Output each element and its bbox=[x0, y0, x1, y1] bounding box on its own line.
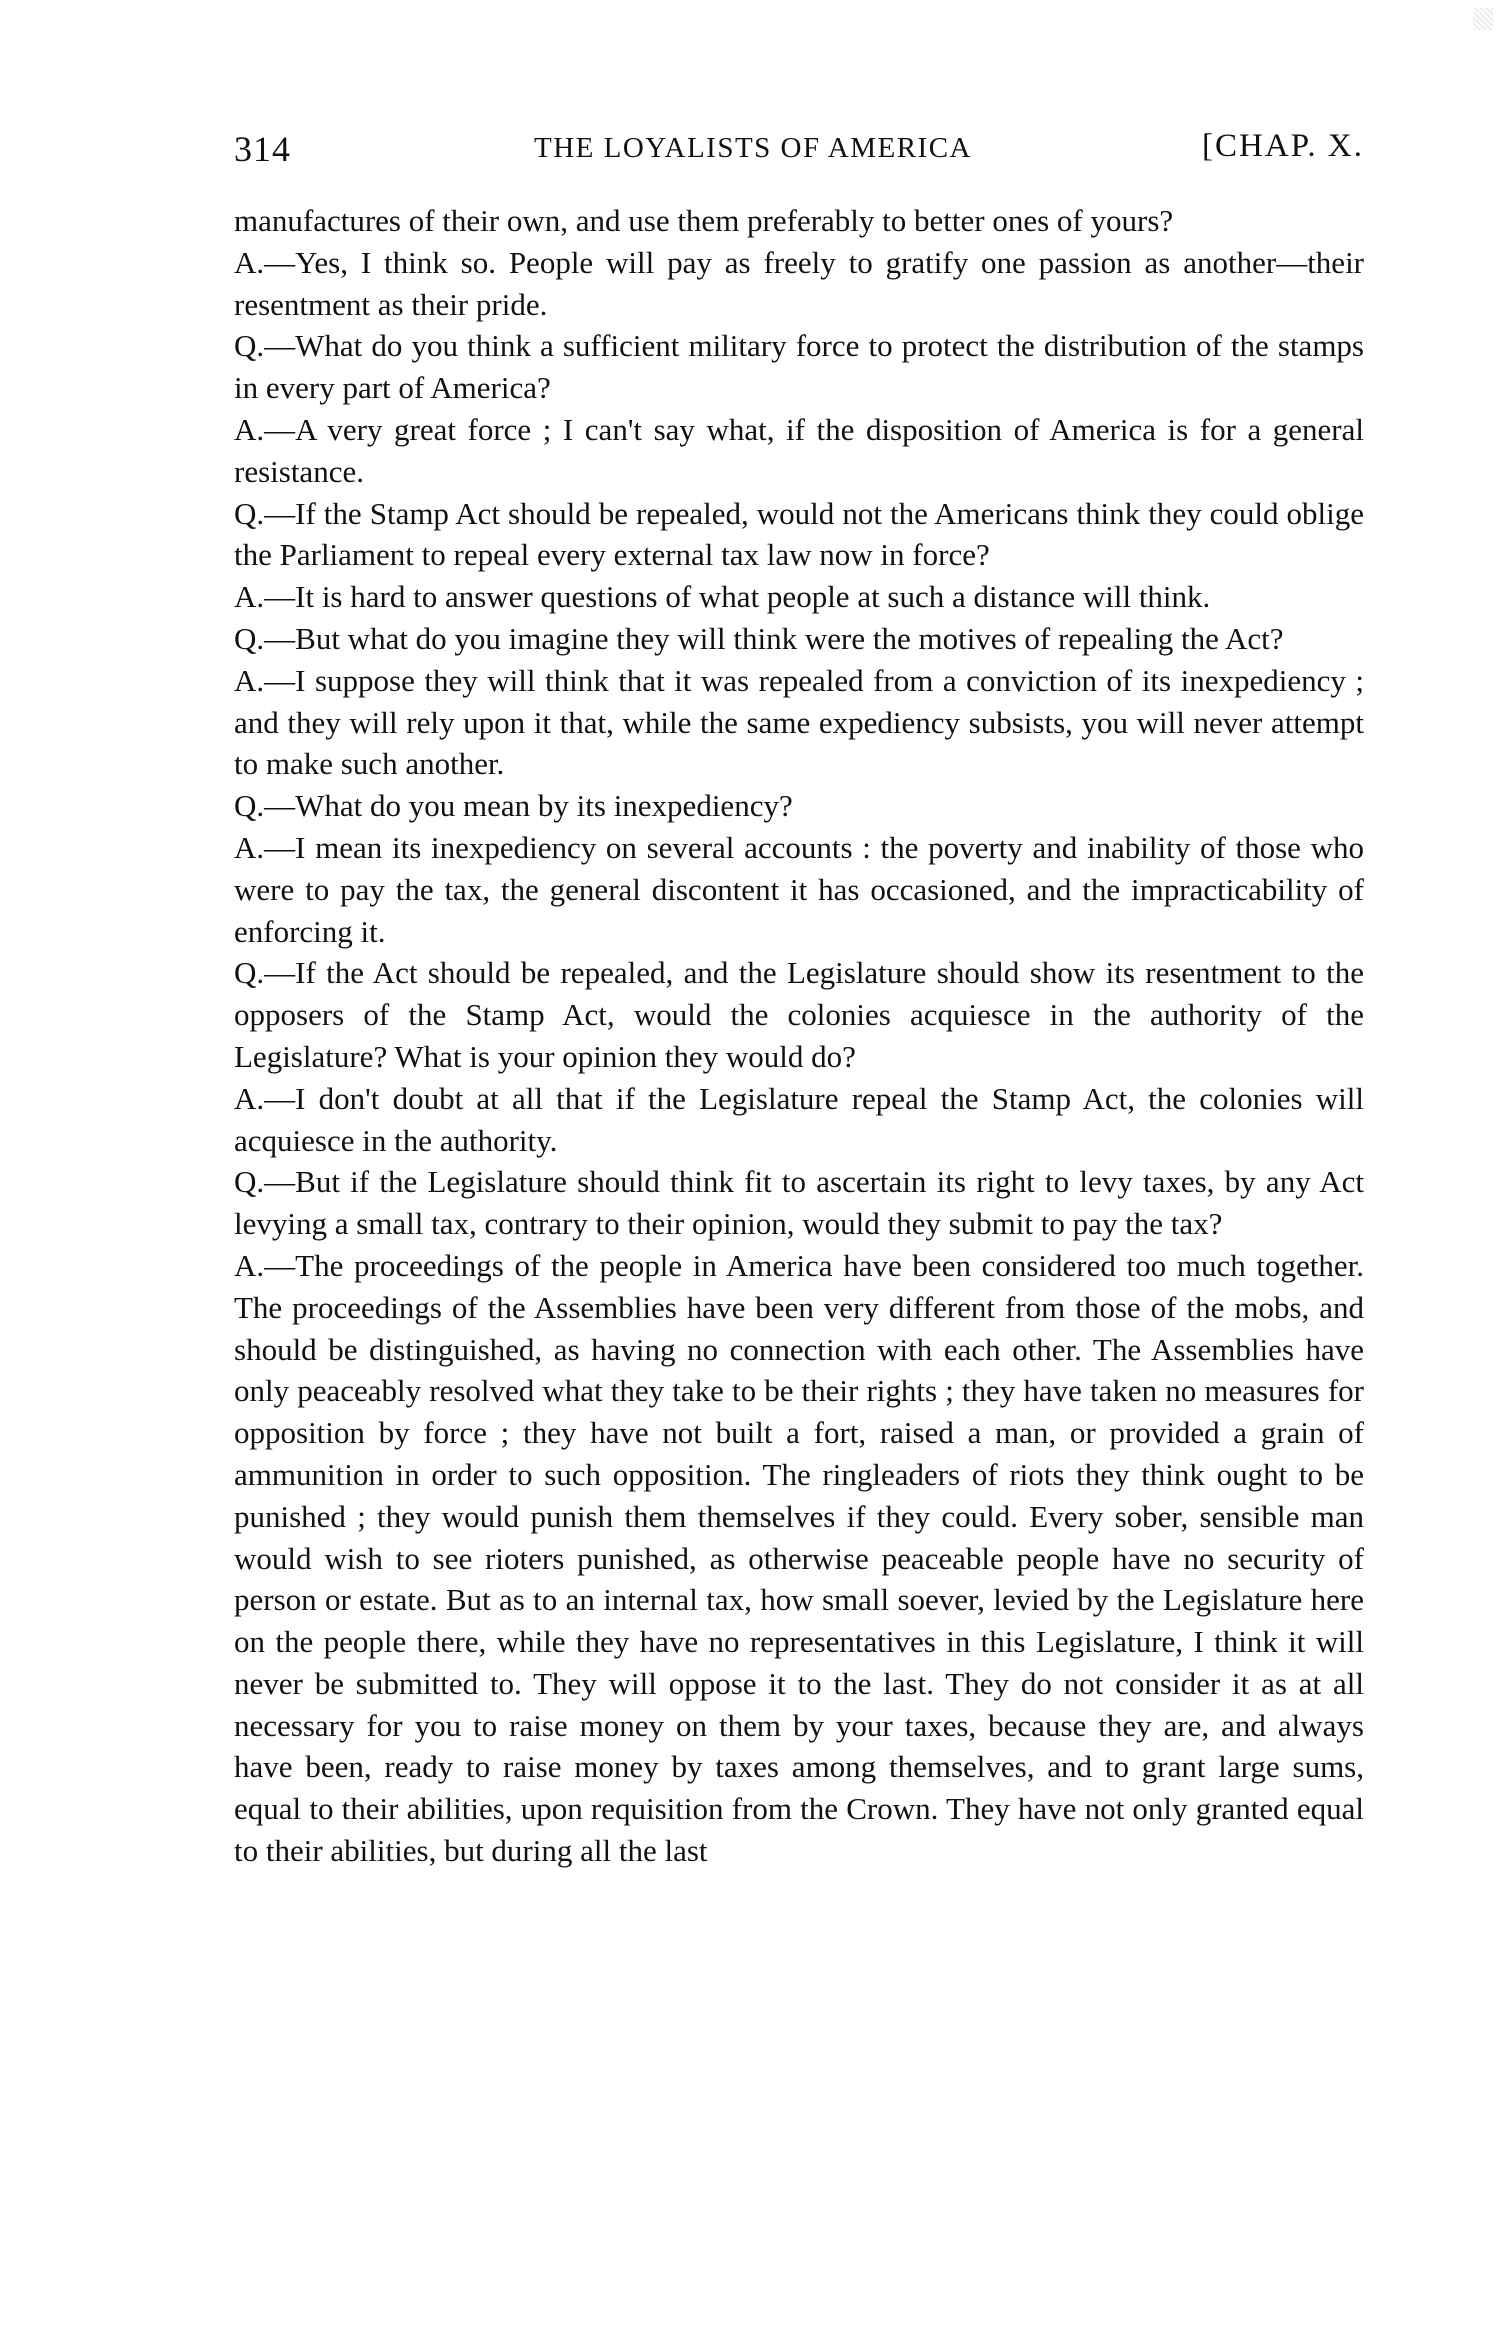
answer-paragraph: A.—The proceedings of the people in America have been considered too much together. The proceedings of the Assemblies have been very different from those of the mobs, and should be distinguished, as having no connection with each other. The Assemblies have only peaceably resolved what they take to be their rights ; they have taken no measures for opposition by force ; they have not built a fort, raised a man, or provided a grain of ammunition in order to such opposition. The ringleaders of riots they think ought to be punished ; they would punish them themselves if they could. Every sober, sensible man would wish to see rioters punished, as otherwise peaceable people have no security of person or estate. But as to an internal tax, how small soever, levied by the Legislature here on the people there, while they have no representatives in this Legislature, I think it will never be submitted to. They will oppose it to the last. They do not consider it as at all necessary for you to raise money on them by your taxes, because they are, and always have been, ready to raise money by taxes among themselves, and to grant large sums, equal to their abilities, upon requisition from the Crown. They have not only granted equal to their abilities, but during all the last bbox=[234, 1247, 1364, 1869]
running-head bbox=[234, 128, 1364, 178]
answer-paragraph: A.—It is hard to answer questions of what people at such a distance will think. bbox=[234, 579, 1211, 615]
answer-paragraph: A.—A very great force ; I can't say what, if the disposition of America is for a general resistance. bbox=[234, 411, 1364, 489]
question-paragraph: Q.—If the Stamp Act should be repealed, would not the Americans think they could oblige the Parliament to repeal every external tax law now in force? bbox=[234, 495, 1364, 573]
answer-paragraph: A.—Yes, I think so. People will pay as freely to gratify one passion as another—their resentment as their pride. bbox=[234, 244, 1364, 322]
chapter-label: [CHAP. X. bbox=[1202, 128, 1364, 164]
body-text bbox=[234, 200, 1364, 1872]
book-title: THE LOYALISTS OF AMERICA bbox=[534, 132, 972, 164]
question-paragraph: Q.—What do you think a sufficient military force to protect the distribution of the stamps in every part of America? bbox=[234, 328, 1364, 406]
question-paragraph: Q.—But if the Legislature should think fit to ascertain its right to levy taxes, by any Act levying a small tax, contrary to their opinion, would they submit to pay the tax? bbox=[234, 1164, 1364, 1242]
answer-paragraph: A.—I don't doubt at all that if the Legislature repeal the Stamp Act, the colonies will acquiesce in the authority. bbox=[234, 1080, 1364, 1158]
question-paragraph: Q.—But what do you imagine they will think were the motives of repealing the Act? bbox=[234, 620, 1284, 656]
answer-paragraph: A.—I mean its inexpediency on several accounts : the poverty and inability of those who were to pay the tax, the general discontent it has occasioned, and the impracticability of enforcing it. bbox=[234, 829, 1364, 949]
page-number: 314 bbox=[234, 129, 291, 169]
answer-paragraph: A.—I suppose they will think that it was repealed from a conviction of its inexpediency ; and they will rely upon it that, while the same expediency subsists, you will never attempt to make such another. bbox=[234, 662, 1364, 782]
scan-artifact bbox=[1473, 8, 1493, 30]
question-paragraph: Q.—What do you mean by its inexpediency? bbox=[234, 788, 793, 824]
question-paragraph: Q.—If the Act should be repealed, and the Legislature should show its resentment to the opposers of the Stamp Act, would the colonies acquiesce in the authority of the Legislature? What is your opinion they would do? bbox=[234, 955, 1364, 1074]
paragraph: manufactures of their own, and use them preferably to better ones of yours? bbox=[234, 203, 1174, 238]
